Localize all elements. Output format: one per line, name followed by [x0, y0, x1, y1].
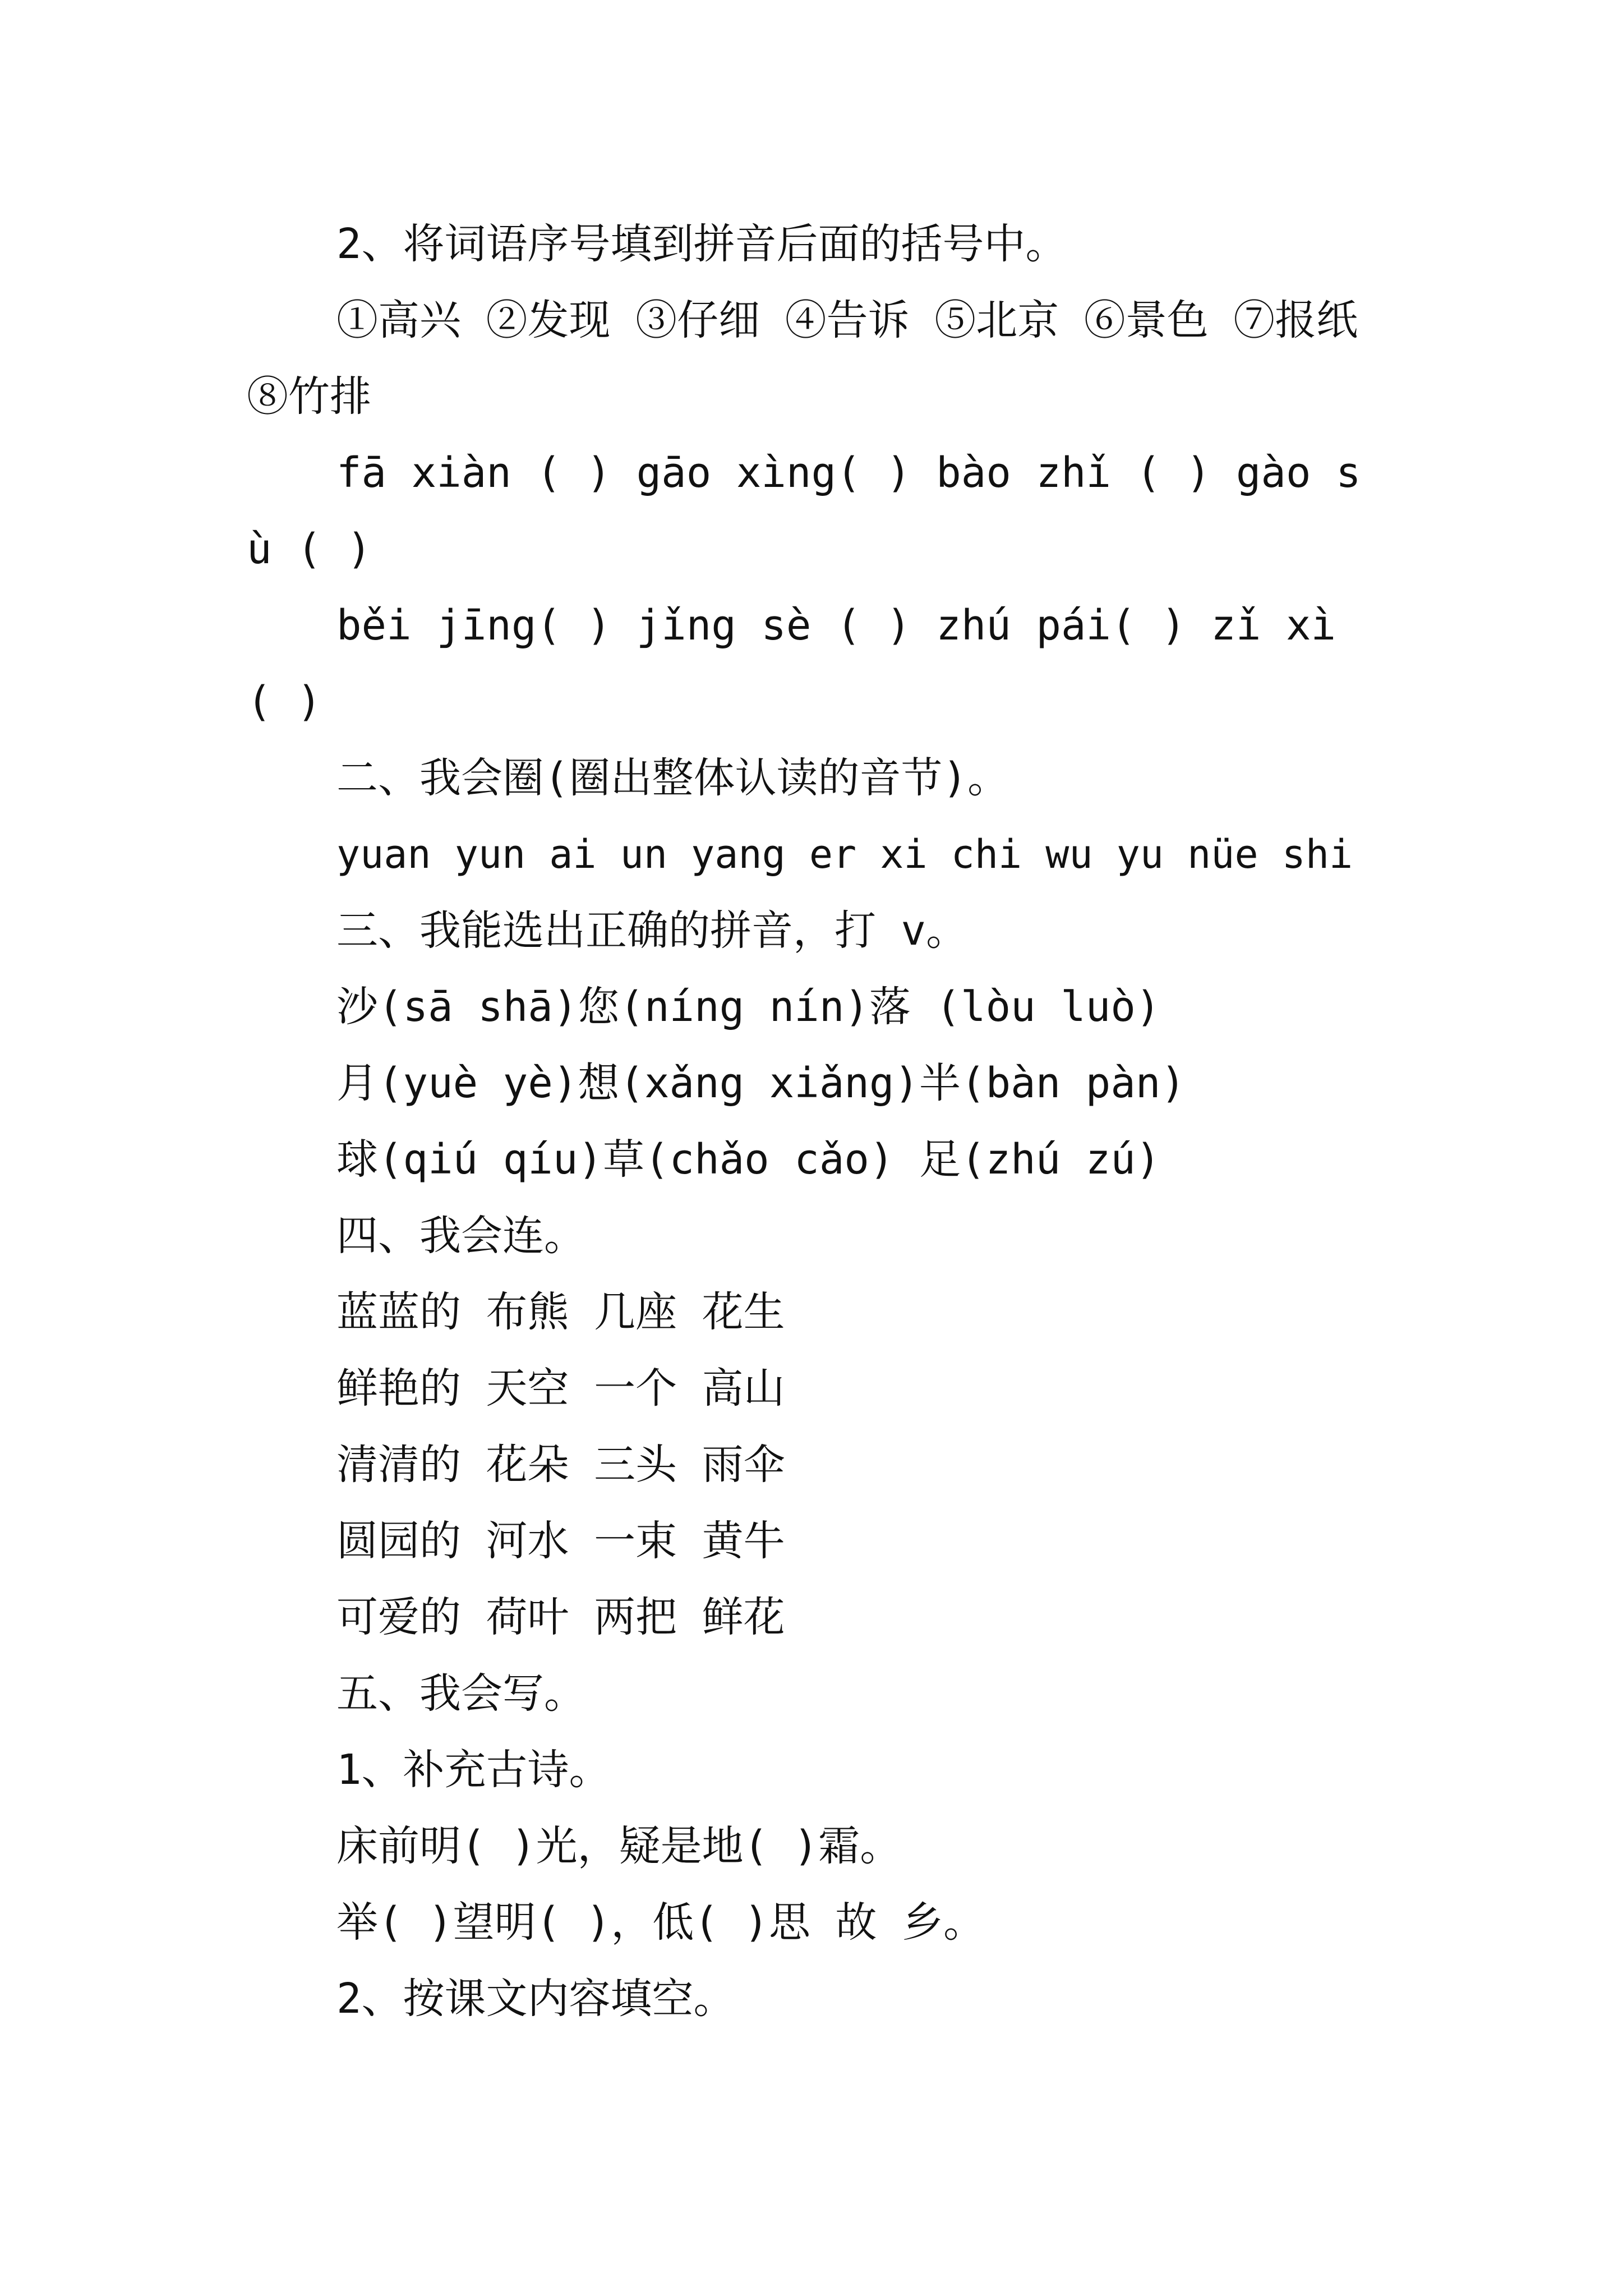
pinyin-row-2: běi jīng( ) jǐng sè ( ) zhú pái( ) zǐ xì: [336, 601, 1336, 650]
section-5-heading: 五、我会写。: [336, 1669, 585, 1718]
pinyin-choice-row-3: 球(qiú qíu)草(chǎo cǎo) 足(zhú zú): [336, 1135, 1161, 1184]
match-row-2: 鲜艳的 天空 一个 高山: [336, 1364, 785, 1412]
poem-line-2: 举( )望明( )，低( )思 故 乡。: [336, 1898, 985, 1947]
word-options-line-wrap: ⑧竹排: [247, 372, 371, 421]
pinyin-row-2-wrap: ( ): [247, 678, 322, 726]
match-row-4: 圆园的 河水 一束 黄牛: [336, 1517, 785, 1565]
poem-instruction: 1、补充古诗。: [336, 1746, 611, 1794]
question-2-instruction: 2、将词语序号填到拼音后面的括号中。: [336, 220, 1067, 268]
poem-line-1: 床前明( )光，疑是地( )霜。: [336, 1822, 902, 1870]
section-3-heading: 三、我能选出正确的拼音，打 v。: [336, 907, 968, 955]
pinyin-choice-row-1: 沙(sā shā)您(níng nín)落 (lòu luò): [336, 983, 1161, 1031]
text-fill-instruction: 2、按课文内容填空。: [336, 1975, 735, 2023]
pinyin-row-1-wrap: ù ( ): [247, 525, 372, 573]
word-options-line: ①高兴 ②发现 ③仔细 ④告诉 ⑤北京 ⑥景色 ⑦报纸: [336, 296, 1358, 344]
syllable-list: yuan yun ai un yang er xi chi wu yu nüe shi: [336, 831, 1353, 877]
match-row-1: 蓝蓝的 布熊 几座 花生: [336, 1288, 785, 1336]
pinyin-choice-row-2: 月(yuè yè)想(xǎng xiǎng)半(bàn pàn): [336, 1059, 1186, 1107]
match-row-5: 可爱的 荷叶 两把 鲜花: [336, 1593, 785, 1641]
section-2-heading: 二、我会圈(圈出整体认读的音节)。: [336, 754, 1009, 802]
pinyin-row-1: fā xiàn ( ) gāo xìng( ) bào zhǐ ( ) gào s: [336, 449, 1361, 497]
section-4-heading: 四、我会连。: [336, 1212, 585, 1260]
match-row-3: 清清的 花朵 三头 雨伞: [336, 1441, 785, 1489]
